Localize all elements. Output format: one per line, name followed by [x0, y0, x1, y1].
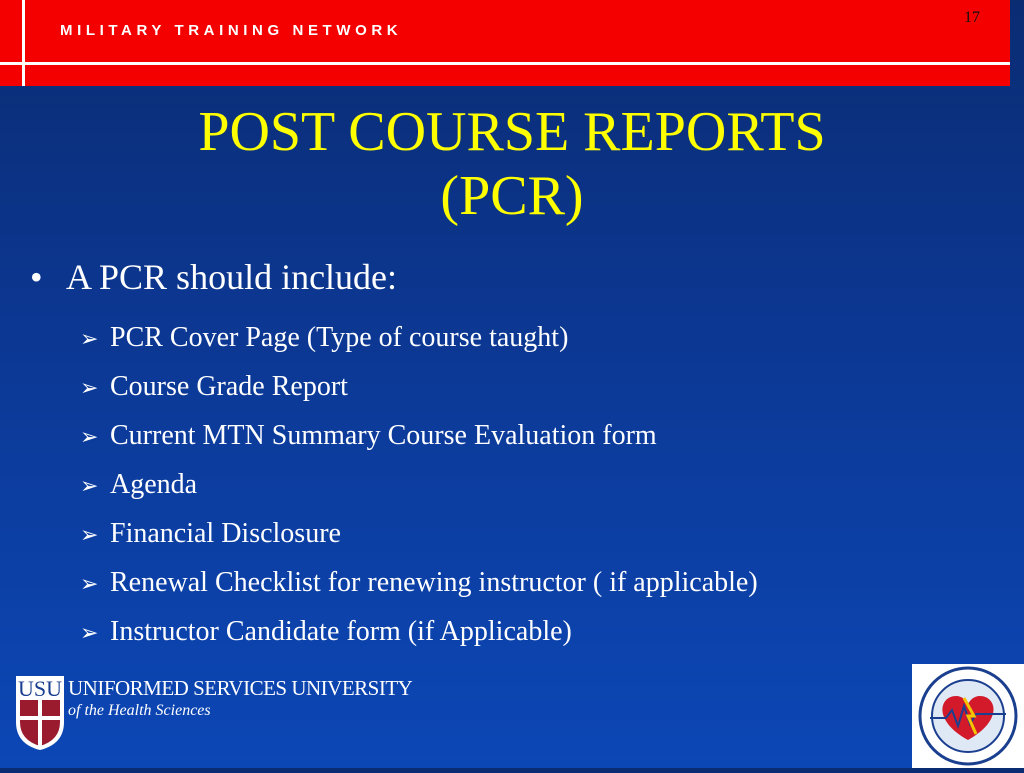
- list-item: [80, 367, 758, 416]
- list-item-text: Renewal Checklist for renewing instructor ( if applicable): [110, 567, 758, 598]
- header-horizontal-rule: [0, 62, 1010, 65]
- arrow-bullet-icon: ➢: [80, 425, 99, 450]
- arrow-bullet-icon: ➢: [80, 376, 99, 401]
- sub-item-list: [80, 318, 758, 661]
- network-label: MILITARY TRAINING NETWORK: [60, 22, 403, 39]
- list-item: [80, 563, 758, 612]
- title-line-2: (PCR): [440, 165, 584, 227]
- list-item-text: Financial Disclosure: [110, 518, 341, 549]
- title-line-1: POST COURSE REPORTS: [198, 101, 826, 163]
- usu-shield-icon: [14, 672, 66, 752]
- bullet-dot: •: [30, 257, 43, 297]
- main-bullet: [30, 256, 397, 298]
- arrow-bullet-icon: ➢: [80, 572, 99, 597]
- mtn-seal-icon: [912, 664, 1024, 768]
- slide-title: [0, 100, 1024, 228]
- arrow-bullet-icon: ➢: [80, 621, 99, 646]
- list-item-text: Course Grade Report: [110, 371, 348, 402]
- svg-text:USU: USU: [17, 676, 63, 701]
- arrow-bullet-icon: ➢: [80, 474, 99, 499]
- page-number: 17: [964, 9, 980, 26]
- usu-subtitle: of the Health Sciences: [68, 702, 211, 719]
- list-item: [80, 416, 758, 465]
- usu-name: UNIFORMED SERVICES UNIVERSITY: [68, 676, 413, 700]
- list-item: [80, 465, 758, 514]
- list-item: [80, 612, 758, 661]
- list-item-text: Agenda: [110, 469, 198, 500]
- list-item-text: PCR Cover Page (Type of course taught): [110, 322, 569, 353]
- arrow-bullet-icon: ➢: [80, 523, 99, 548]
- list-item-text: Instructor Candidate form (if Applicable): [110, 616, 572, 647]
- main-bullet-text: A PCR should include:: [66, 257, 398, 297]
- header-bar: [0, 0, 1010, 86]
- arrow-bullet-icon: ➢: [80, 327, 99, 352]
- header-vertical-rule: [22, 0, 25, 86]
- mtn-seal-logo: [912, 664, 1024, 768]
- list-item: [80, 514, 758, 563]
- usu-logo: [14, 672, 413, 752]
- list-item-text: Current MTN Summary Course Evaluation form: [110, 420, 657, 451]
- list-item: [80, 318, 758, 367]
